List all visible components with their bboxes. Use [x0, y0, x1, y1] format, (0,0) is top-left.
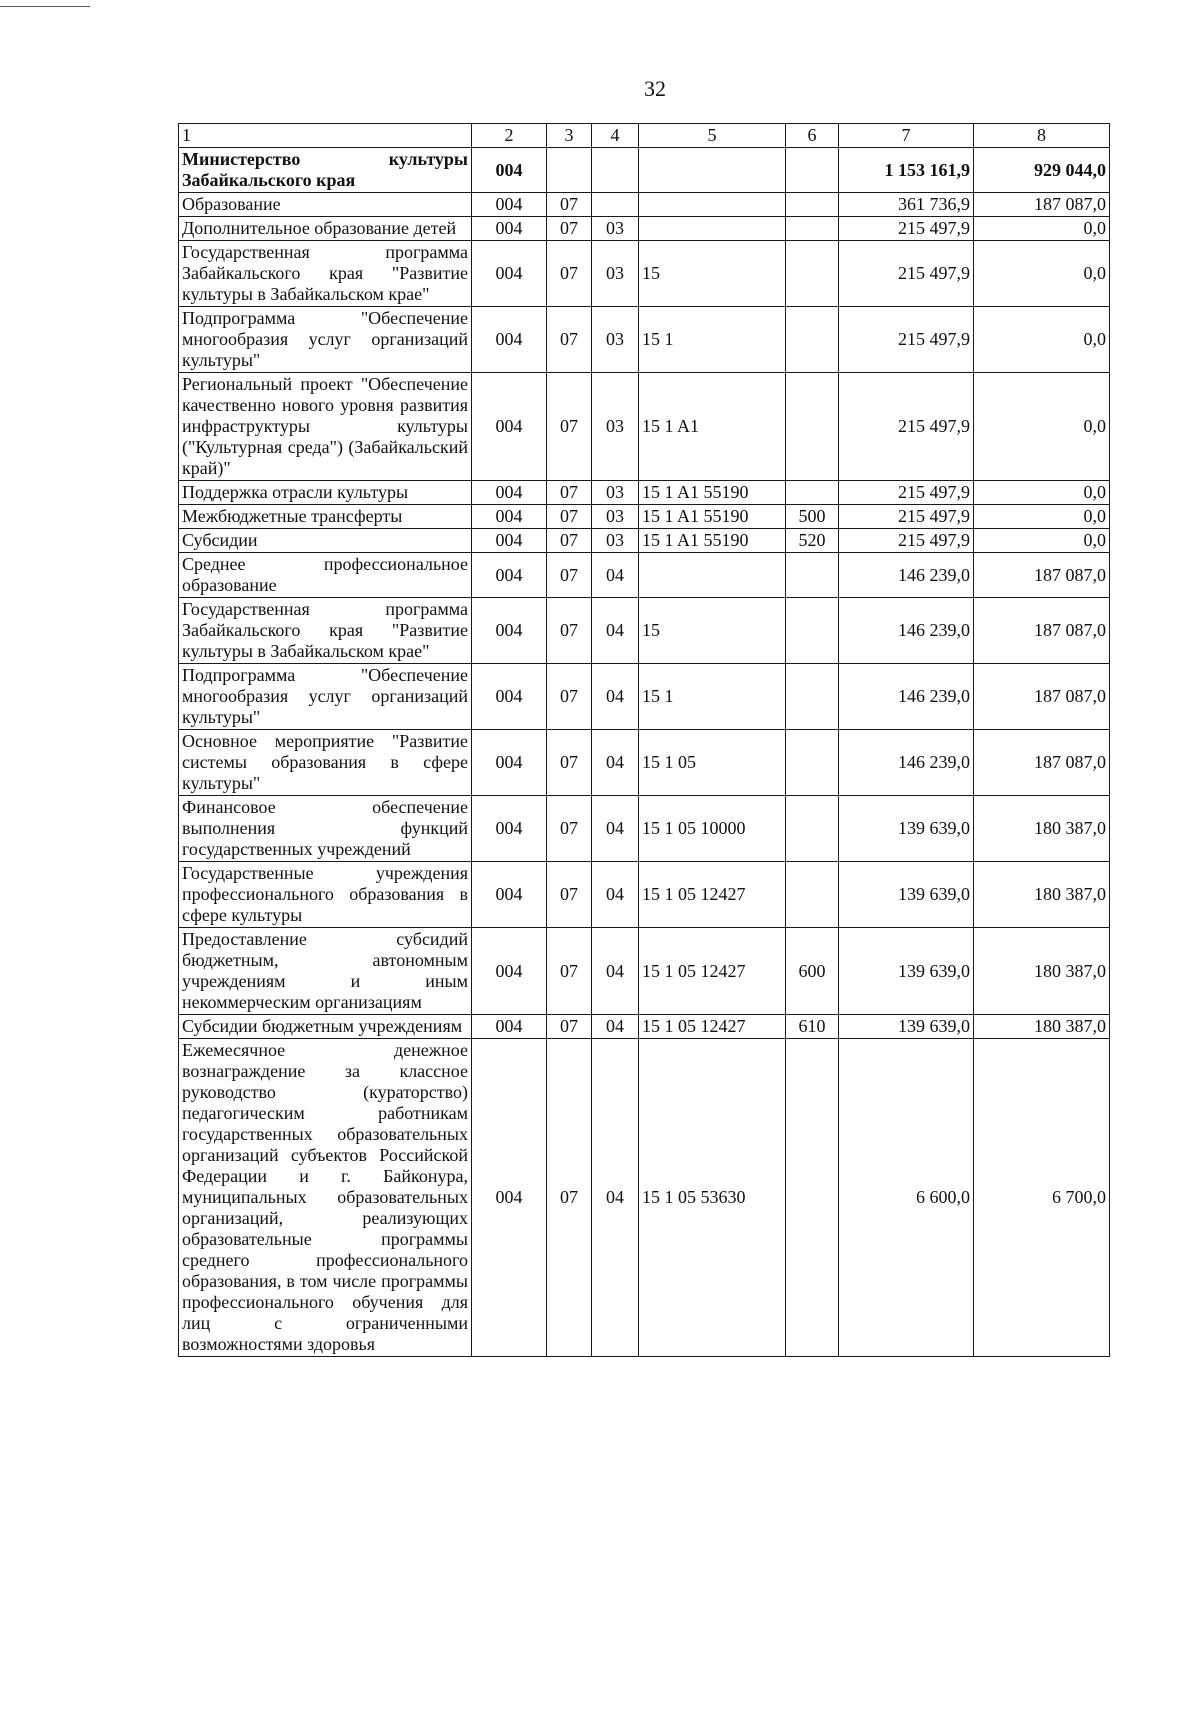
row-name: Подпрограмма "Обеспечение многообразия услуг организаций культуры" [179, 307, 472, 373]
row-code-subsection: 03 [592, 373, 639, 481]
row-amount-year2: 187 087,0 [974, 598, 1110, 664]
row-amount-year2: 0,0 [974, 373, 1110, 481]
row-code-subsection: 03 [592, 307, 639, 373]
row-code-ministry: 004 [472, 796, 547, 862]
row-amount-year1: 215 497,9 [839, 529, 974, 553]
row-amount-year1: 215 497,9 [839, 241, 974, 307]
header-cell: 6 [786, 124, 839, 148]
row-amount-year1: 215 497,9 [839, 481, 974, 505]
row-code-section: 07 [547, 1039, 592, 1357]
row-code-target: 15 [639, 598, 786, 664]
table-row [179, 1039, 1110, 1357]
row-code-ministry: 004 [472, 928, 547, 1015]
row-code-ministry: 004 [472, 481, 547, 505]
row-code-subsection: 03 [592, 529, 639, 553]
row-name: Межбюджетные трансферты [179, 505, 472, 529]
row-code-ministry: 004 [472, 217, 547, 241]
row-name: Субсидии бюджетным учреждениям [179, 1015, 472, 1039]
row-code-ministry: 004 [472, 1039, 547, 1357]
row-code-section [547, 148, 592, 193]
row-code-expense-type: 520 [786, 529, 839, 553]
row-code-ministry: 004 [472, 553, 547, 598]
row-name: Предоставление субсидий бюджетным, автономным учреждениям и иным некоммерческим организациям [179, 928, 472, 1015]
row-code-section: 07 [547, 928, 592, 1015]
row-code-ministry: 004 [472, 148, 547, 193]
row-code-ministry: 004 [472, 307, 547, 373]
row-code-target: 15 1 05 12427 [639, 862, 786, 928]
row-amount-year2: 0,0 [974, 241, 1110, 307]
row-amount-year1: 361 736,9 [839, 193, 974, 217]
row-code-expense-type [786, 148, 839, 193]
row-amount-year2: 187 087,0 [974, 193, 1110, 217]
row-code-expense-type: 500 [786, 505, 839, 529]
row-name: Образование [179, 193, 472, 217]
row-amount-year2: 0,0 [974, 529, 1110, 553]
row-code-expense-type [786, 193, 839, 217]
row-code-ministry: 004 [472, 373, 547, 481]
row-code-expense-type [786, 373, 839, 481]
table-row [179, 862, 1110, 928]
row-code-section: 07 [547, 598, 592, 664]
row-name: Государственные учреждения профессионального образования в сфере культуры [179, 862, 472, 928]
row-code-subsection: 04 [592, 664, 639, 730]
row-code-ministry: 004 [472, 193, 547, 217]
row-amount-year1: 215 497,9 [839, 217, 974, 241]
row-code-subsection: 04 [592, 796, 639, 862]
row-code-expense-type [786, 862, 839, 928]
row-amount-year1: 146 239,0 [839, 664, 974, 730]
row-name: Субсидии [179, 529, 472, 553]
row-code-target [639, 193, 786, 217]
row-code-expense-type [786, 598, 839, 664]
row-amount-year1: 215 497,9 [839, 307, 974, 373]
table-row [179, 730, 1110, 796]
row-code-section: 07 [547, 553, 592, 598]
row-amount-year1: 6 600,0 [839, 1039, 974, 1357]
row-name: Финансовое обеспечение выполнения функций государственных учреждений [179, 796, 472, 862]
row-code-target [639, 148, 786, 193]
row-amount-year2: 0,0 [974, 307, 1110, 373]
row-code-ministry: 004 [472, 862, 547, 928]
row-code-section: 07 [547, 217, 592, 241]
row-code-subsection: 03 [592, 241, 639, 307]
budget-table [178, 123, 1110, 1357]
table-row [179, 373, 1110, 481]
row-code-section: 07 [547, 373, 592, 481]
row-name: Поддержка отрасли культуры [179, 481, 472, 505]
row-code-subsection [592, 193, 639, 217]
corner-rule [0, 6, 90, 7]
row-code-target: 15 [639, 241, 786, 307]
row-code-ministry: 004 [472, 730, 547, 796]
row-amount-year2: 0,0 [974, 505, 1110, 529]
header-cell: 2 [472, 124, 547, 148]
row-code-target: 15 1 A1 55190 [639, 505, 786, 529]
row-name: Государственная программа Забайкальского края "Развитие культуры в Забайкальском крае" [179, 241, 472, 307]
row-code-expense-type [786, 553, 839, 598]
row-code-subsection: 03 [592, 505, 639, 529]
row-amount-year2: 180 387,0 [974, 862, 1110, 928]
row-amount-year2: 6 700,0 [974, 1039, 1110, 1357]
row-code-target: 15 1 05 12427 [639, 1015, 786, 1039]
row-code-subsection: 04 [592, 1015, 639, 1039]
row-code-expense-type [786, 481, 839, 505]
row-code-target: 15 1 05 12427 [639, 928, 786, 1015]
row-amount-year1: 1 153 161,9 [839, 148, 974, 193]
row-amount-year2: 187 087,0 [974, 730, 1110, 796]
row-code-subsection: 04 [592, 1039, 639, 1357]
row-amount-year2: 180 387,0 [974, 796, 1110, 862]
row-amount-year2: 180 387,0 [974, 928, 1110, 1015]
row-code-target: 15 1 A1 [639, 373, 786, 481]
row-amount-year1: 215 497,9 [839, 373, 974, 481]
row-amount-year1: 139 639,0 [839, 928, 974, 1015]
row-code-target: 15 1 [639, 307, 786, 373]
row-code-section: 07 [547, 730, 592, 796]
header-cell: 3 [547, 124, 592, 148]
table-row [179, 796, 1110, 862]
row-amount-year1: 146 239,0 [839, 730, 974, 796]
header-cell: 4 [592, 124, 639, 148]
row-code-target: 15 1 A1 55190 [639, 529, 786, 553]
row-amount-year1: 146 239,0 [839, 553, 974, 598]
row-code-ministry: 004 [472, 598, 547, 664]
row-name: Дополнительное образование детей [179, 217, 472, 241]
row-name: Государственная программа Забайкальского края "Развитие культуры в Забайкальском крае" [179, 598, 472, 664]
table-row [179, 505, 1110, 529]
row-code-subsection: 04 [592, 598, 639, 664]
row-code-expense-type: 610 [786, 1015, 839, 1039]
row-code-target: 15 1 05 10000 [639, 796, 786, 862]
row-code-section: 07 [547, 862, 592, 928]
table-row [179, 553, 1110, 598]
table-row [179, 928, 1110, 1015]
row-amount-year2: 929 044,0 [974, 148, 1110, 193]
row-code-target [639, 553, 786, 598]
row-amount-year1: 139 639,0 [839, 796, 974, 862]
row-code-section: 07 [547, 505, 592, 529]
row-code-subsection: 04 [592, 928, 639, 1015]
table-row [179, 307, 1110, 373]
row-code-section: 07 [547, 1015, 592, 1039]
header-row [179, 124, 1110, 148]
budget-table-body [179, 124, 1110, 1357]
table-row [179, 481, 1110, 505]
row-code-expense-type: 600 [786, 928, 839, 1015]
page-number: 32 [644, 76, 666, 101]
row-code-subsection: 04 [592, 730, 639, 796]
row-amount-year1: 146 239,0 [839, 598, 974, 664]
row-code-expense-type [786, 664, 839, 730]
row-code-target: 15 1 [639, 664, 786, 730]
row-code-section: 07 [547, 241, 592, 307]
row-code-ministry: 004 [472, 1015, 547, 1039]
table-row [179, 241, 1110, 307]
row-code-section: 07 [547, 307, 592, 373]
row-amount-year2: 187 087,0 [974, 664, 1110, 730]
row-code-expense-type [786, 307, 839, 373]
row-amount-year1: 139 639,0 [839, 1015, 974, 1039]
row-code-expense-type [786, 796, 839, 862]
row-name: Министерство культуры Забайкальского края [179, 148, 472, 193]
row-code-subsection: 03 [592, 217, 639, 241]
row-code-ministry: 004 [472, 664, 547, 730]
table-row [179, 193, 1110, 217]
header-cell: 7 [839, 124, 974, 148]
row-code-target: 15 1 05 [639, 730, 786, 796]
row-name: Подпрограмма "Обеспечение многообразия услуг организаций культуры" [179, 664, 472, 730]
row-code-subsection [592, 148, 639, 193]
row-code-subsection: 04 [592, 862, 639, 928]
row-code-section: 07 [547, 193, 592, 217]
row-name: Региональный проект "Обеспечение качественно нового уровня развития инфраструктуры культуры ("Культурная среда") (Забайкальский край)" [179, 373, 472, 481]
row-code-ministry: 004 [472, 505, 547, 529]
row-name: Основное мероприятие "Развитие системы образования в сфере культуры" [179, 730, 472, 796]
table-row [179, 148, 1110, 193]
row-name: Среднее профессиональное образование [179, 553, 472, 598]
row-amount-year2: 0,0 [974, 481, 1110, 505]
table-row [179, 529, 1110, 553]
table-row [179, 598, 1110, 664]
row-code-subsection: 03 [592, 481, 639, 505]
row-amount-year1: 215 497,9 [839, 505, 974, 529]
row-code-section: 07 [547, 796, 592, 862]
row-code-expense-type [786, 730, 839, 796]
header-cell: 1 [179, 124, 472, 148]
row-code-section: 07 [547, 529, 592, 553]
row-code-subsection: 04 [592, 553, 639, 598]
table-row [179, 217, 1110, 241]
row-code-section: 07 [547, 481, 592, 505]
row-code-expense-type [786, 241, 839, 307]
row-amount-year2: 180 387,0 [974, 1015, 1110, 1039]
row-name: Ежемесячное денежное вознаграждение за классное руководство (кураторство) педагогическим работникам государственных образовательных организаций субъектов Российской Федерации и г. Байконура, муниципальных образовательных организаций, реализующих образовательные программы среднего профессионального образования, в том числе программы профессионального обучения для лиц с ограниченными возможностями здоровья [179, 1039, 472, 1357]
row-code-target: 15 1 A1 55190 [639, 481, 786, 505]
row-amount-year2: 0,0 [974, 217, 1110, 241]
row-code-target: 15 1 05 53630 [639, 1039, 786, 1357]
table-row [179, 1015, 1110, 1039]
row-code-ministry: 004 [472, 241, 547, 307]
header-cell: 8 [974, 124, 1110, 148]
table-row [179, 664, 1110, 730]
row-code-ministry: 004 [472, 529, 547, 553]
header-cell: 5 [639, 124, 786, 148]
row-code-expense-type [786, 217, 839, 241]
row-amount-year1: 139 639,0 [839, 862, 974, 928]
row-amount-year2: 187 087,0 [974, 553, 1110, 598]
row-code-expense-type [786, 1039, 839, 1357]
row-code-target [639, 217, 786, 241]
row-code-section: 07 [547, 664, 592, 730]
